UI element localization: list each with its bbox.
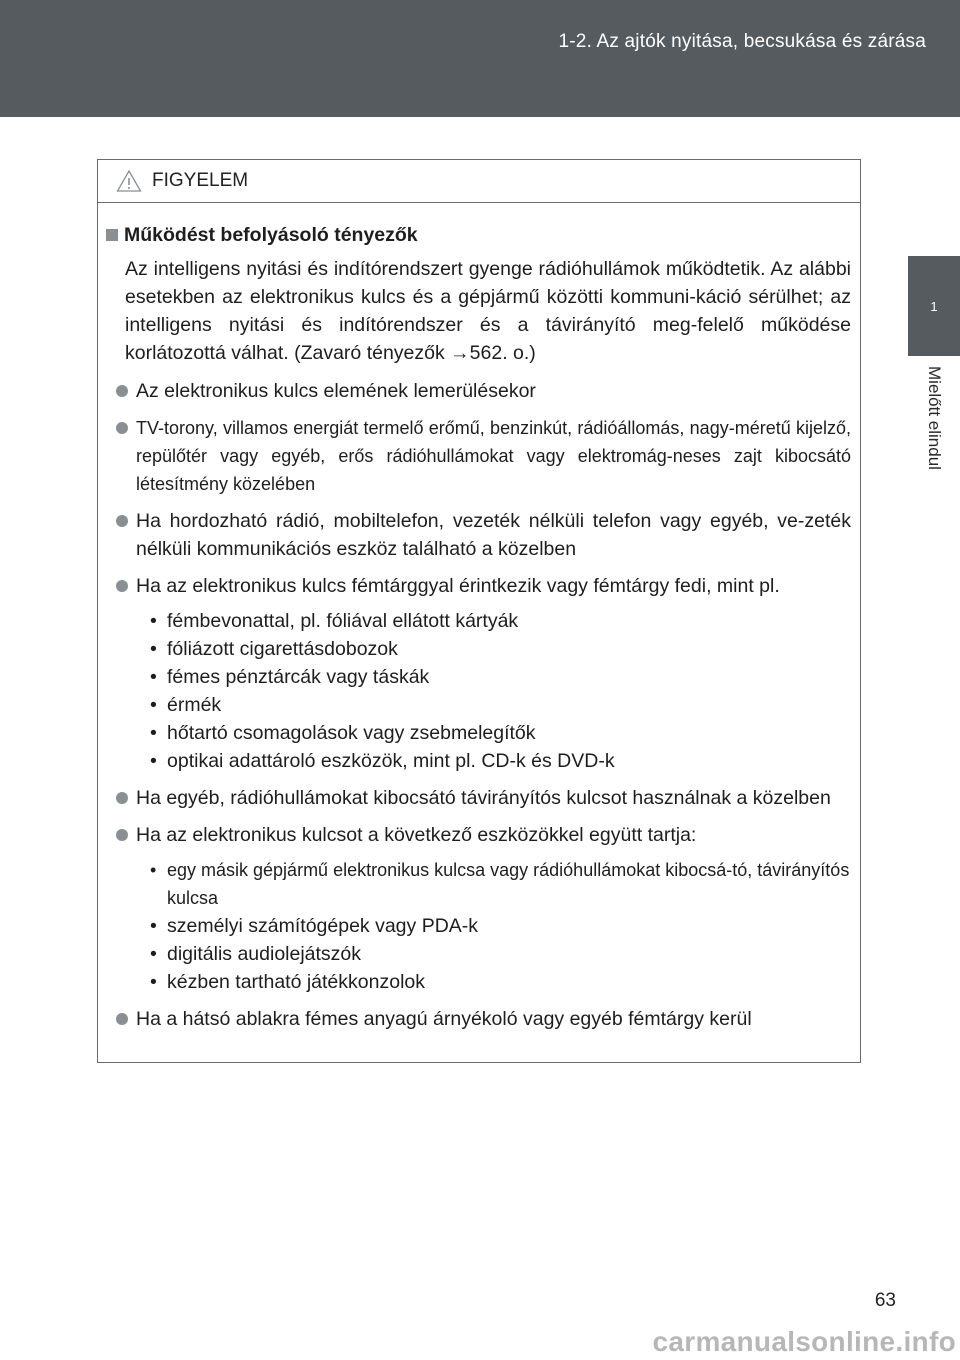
bullet-icon: •	[150, 694, 157, 716]
sub-list-item	[150, 912, 851, 940]
sub-list-item	[150, 968, 851, 996]
sub-list-item-text: fémbevonattal, pl. fóliával ellátott kártyák	[167, 610, 519, 632]
page-number: 63	[874, 1290, 896, 1311]
list-item	[106, 784, 851, 812]
bullet-icon: •	[150, 722, 157, 744]
bullet-icon: •	[150, 750, 157, 772]
sub-list-item-text: hőtartó csomagolások vagy zsebmelegítők	[167, 722, 536, 744]
circle-bullet-icon	[116, 515, 128, 527]
list-item-text: Ha az elektronikus kulcs fémtárggyal érintkezik vagy fémtárgy fedi, mint pl.	[136, 575, 780, 597]
circle-bullet-icon	[116, 580, 128, 592]
sub-list-item	[150, 856, 851, 912]
sub-list-item	[150, 663, 851, 691]
sub-list-item-text: fémes pénztárcák vagy táskák	[167, 666, 430, 688]
circle-bullet-icon	[116, 422, 128, 434]
section-title: Működést befolyásoló tényezők	[124, 224, 418, 246]
list-item	[106, 821, 851, 849]
metal-objects-list	[106, 607, 851, 775]
sub-list-item-text: egy másik gépjármű elektronikus kulcsa vagy rádióhullámokat kibocsá-tó, távirányítós kulcsa	[167, 860, 850, 908]
chapter-tab-number: 1	[908, 256, 960, 356]
sub-list-item	[150, 691, 851, 719]
list-item-text: Az elektronikus kulcs elemének lemerülésekor	[136, 380, 536, 402]
chapter-tab-label-text: Mielőtt elindul	[925, 366, 944, 470]
list-item-text: Ha az elektronikus kulcsot a következő eszközökkel együtt tartja:	[136, 824, 697, 846]
list-item	[106, 1005, 851, 1033]
list-item-text: Ha egyéb, rádióhullámokat kibocsátó távirányítós kulcsot használnak a közelben	[136, 787, 831, 809]
circle-bullet-icon	[116, 385, 128, 397]
list-item	[106, 572, 851, 600]
bullet-icon: •	[150, 943, 157, 965]
page-header	[0, 0, 960, 117]
sub-list-item-text: érmék	[167, 694, 222, 716]
bullet-icon: •	[150, 638, 157, 660]
circle-bullet-icon	[116, 1013, 128, 1025]
square-bullet-icon	[106, 229, 118, 241]
bullet-icon: •	[150, 610, 157, 632]
bullet-icon: •	[150, 860, 157, 880]
warning-body	[98, 203, 860, 1033]
warning-triangle-icon	[116, 169, 142, 193]
sub-list-item-text: fóliázott cigarettásdobozok	[167, 638, 398, 660]
warning-title: FIGYELEM	[152, 170, 249, 191]
sub-list-item	[150, 940, 851, 968]
section-heading	[106, 221, 851, 249]
chapter-tab-label	[908, 362, 960, 502]
list-item	[106, 507, 851, 563]
circle-bullet-icon	[116, 792, 128, 804]
circle-bullet-icon	[116, 829, 128, 841]
sub-list-item-text: digitális audiolejátszók	[167, 943, 362, 965]
bullet-icon: •	[150, 666, 157, 688]
chapter-title: 1-2. Az ajtók nyitása, becsukása és zárása	[558, 31, 926, 52]
sub-list-item-text: optikai adattároló eszközök, mint pl. CD-k és DVD-k	[167, 750, 615, 772]
devices-list	[106, 856, 851, 996]
sub-list-item	[150, 747, 851, 775]
watermark: carmanualsonline.info	[652, 1326, 956, 1357]
list-item-text: TV-torony, villamos energiát termelő erőmű, benzinkút, rádióállomás, nagy-méretű kijelző, repülőtér vagy egyéb, erős rádióhullámokat vagy elektromág-neses zajt kibocsátó létesítmény közelében	[136, 418, 851, 494]
list-item-text: Ha a hátsó ablakra fémes anyagú árnyékoló vagy egyéb fémtárgy kerül	[136, 1008, 752, 1030]
list-item-text: Ha hordozható rádió, mobiltelefon, vezeték nélküli telefon vagy egyéb, ve-zeték nélküli kommunikációs eszköz található a közelben	[136, 510, 851, 560]
bullet-icon: •	[150, 915, 157, 937]
list-item	[106, 414, 851, 498]
warning-header	[98, 160, 860, 203]
sub-list-item	[150, 719, 851, 747]
list-item	[106, 377, 851, 405]
warning-box	[97, 159, 861, 1063]
intro-paragraph: Az intelligens nyitási és indítórendszert gyenge rádióhullámok működtetik. Az alábbi esetekben az elektronikus kulcs és a gépjármű közötti kommuni-káció sérülhet; az intelligens nyitási és indítórendszer és a távirányító meg-felelő működése korlátozottá válhat. (Zavaró tényezők →562. o.)	[125, 258, 851, 364]
sub-list-item	[150, 607, 851, 635]
sub-list-item	[150, 635, 851, 663]
sub-list-item-text: személyi számítógépek vagy PDA-k	[167, 915, 479, 937]
bullet-icon: •	[150, 971, 157, 993]
sub-list-item-text: kézben tartható játékkonzolok	[167, 971, 425, 993]
